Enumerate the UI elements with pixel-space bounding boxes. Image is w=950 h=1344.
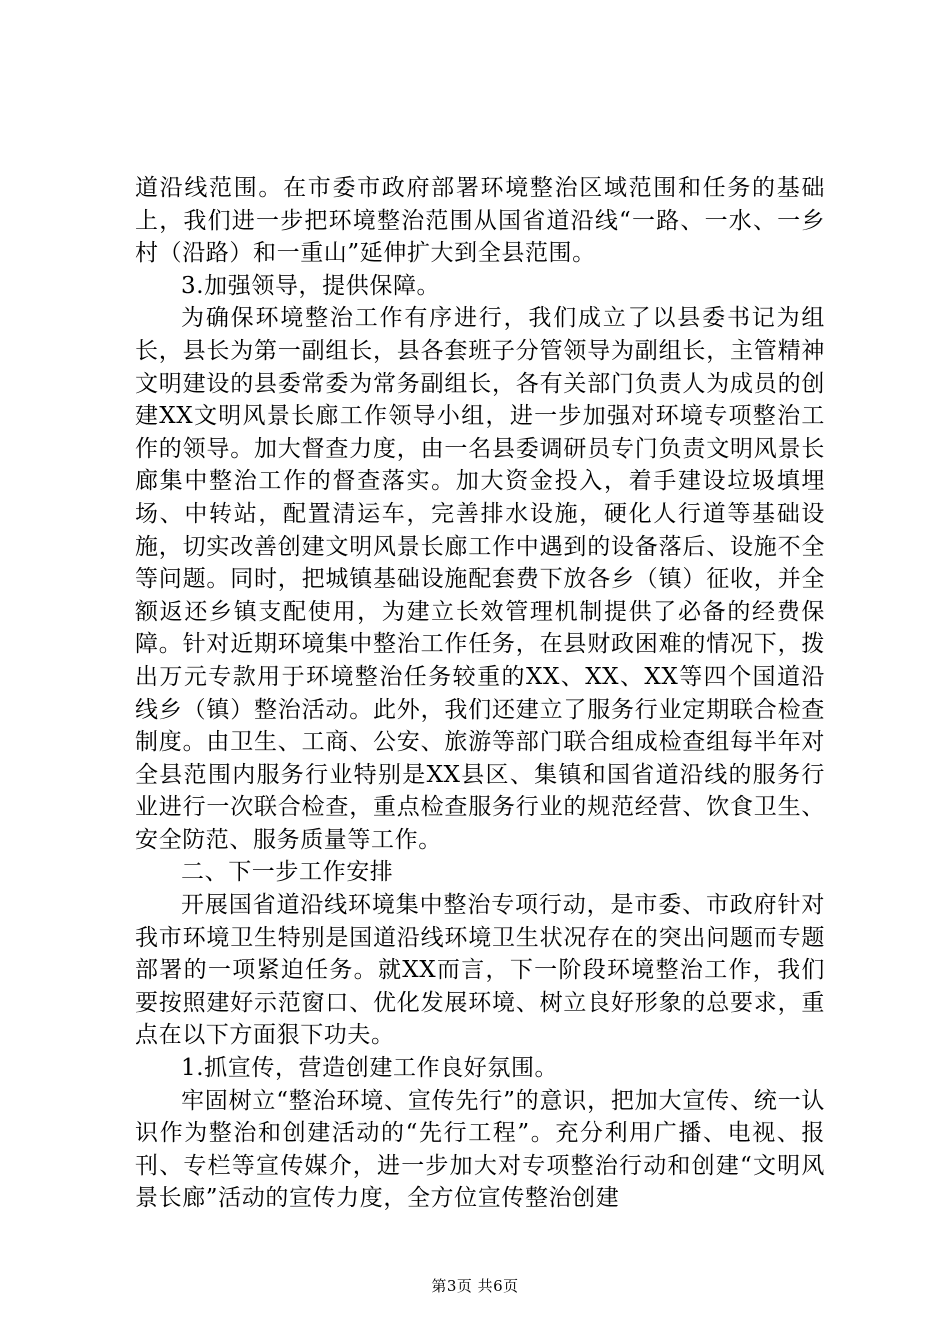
paragraph-next-steps-intro: 开展国省道沿线环境集中整治专项行动，是市委、市政府针对我市环境卫生特别是国道沿线环境卫生状况存在的突出问题而专题部署的一项紧迫任务。就XX而言，下一阶段环境整治工作，我们要按照建好示范窗口、优化发展环境、树立良好形象的总要求，重点在以下方面狠下功夫。 xyxy=(135,892,825,1049)
paragraph-leadership-details: 为确保环境整治工作有序进行，我们成立了以县委书记为组长，县长为第一副组长，县各套班子分管领导为副组长，主管精神文明建设的县委常委为常务副组长，各有关部门负责人为成员的创建XX文明风景长廊工作领导小组，进一步加强对环境专项整治工作的领导。加大督查力度，由一名县委调研员专门负责文明风景长廊集中整治工作的督查落实。加大资金投入，着手建设垃圾填埋场、中转站，配置清运车，完善排水设施，硬化人行道等基础设施，切实改善创建文明风景长廊工作中遇到的设备落后、设施不全等问题。同时，把城镇基础设施配套费下放各乡（镇）征收，并全额返还乡镇支配使用，为建立长效管理机制提供了必备的经费保障。针对近期环境集中整治工作任务，在县财政困难的情况下，拨出万元专款用于环境整治任务较重的XX、XX、XX等四个国道沿线乡（镇）整治活动。此外，我们还建立了服务行业定期联合检查制度。由卫生、工商、公安、旅游等部门联合组成检查组每半年对全县范围内服务行业特别是XX县区、集镇和国省道沿线的服务行业进行一次联合检查，重点检查服务行业的规范经营、饮食卫生、安全防范、服务质量等工作。 xyxy=(135,305,825,853)
section-heading-strengthen-leadership: 3.加强领导，提供保障。 xyxy=(181,272,441,299)
section-heading-publicity: 1.抓宣传，营造创建工作良好氛围。 xyxy=(181,1055,559,1082)
page-number-footer: 第3页 共6页 xyxy=(431,1277,519,1295)
document-body xyxy=(135,172,825,1215)
paragraph-publicity-details: 牢固树立“整治环境、宣传先行”的意识，把加大宣传、统一认识作为整治和创建活动的“先行工程”。充分利用广播、电视、报刊、专栏等宣传媒介，进一步加大对专项整治行动和创建“文明风景长廊”活动的宣传力度，全方位宣传整治创建 xyxy=(135,1087,825,1212)
section-heading-next-steps: 二、下一步工作安排 xyxy=(181,859,394,886)
paragraph-continuation: 道沿线范围。在市委市政府部署环境整治区域范围和任务的基础上，我们进一步把环境整治范围从国省道沿线“一路、一水、一乡村（沿路）和一重山”延伸扩大到全县范围。 xyxy=(135,175,825,267)
